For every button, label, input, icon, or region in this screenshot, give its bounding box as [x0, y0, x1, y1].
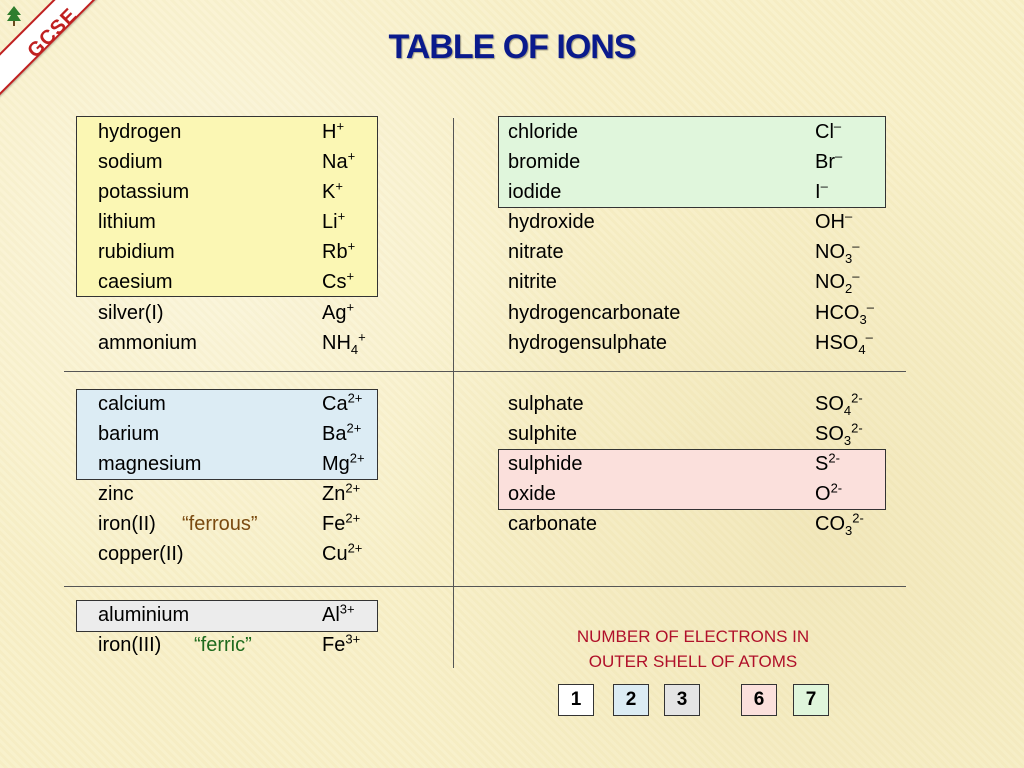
- ion-symbol: K+: [322, 178, 343, 203]
- row-divider-1: [64, 371, 906, 372]
- ion-name: nitrate: [508, 241, 564, 263]
- ion-name: caesium: [98, 271, 173, 293]
- ion-name: sulphite: [508, 423, 577, 445]
- ion-name: hydrogen: [98, 121, 182, 143]
- ion-row-hydroxide: [460, 207, 900, 237]
- ion-name: nitrite: [508, 271, 557, 293]
- ion-symbol: Li+: [322, 208, 346, 233]
- ion-symbol: $NH_4^+$: [322, 329, 366, 357]
- legend-line-1: NUMBER OF ELECTRONS IN: [576, 627, 810, 646]
- ion-name: hydrogensulphate: [508, 332, 668, 354]
- ion-row-zinc: [0, 479, 440, 509]
- ion-symbol: $Fe^{2+}$: [322, 510, 361, 535]
- tree-icon: [6, 6, 22, 26]
- ion-row-sulphite: [460, 419, 900, 449]
- ion-symbol: $Ca^{2+}$: [322, 390, 363, 415]
- ion-name: sulphide: [508, 453, 583, 475]
- ion-row-hydrogensulphate: [460, 328, 900, 358]
- ion-name: sodium: [98, 151, 163, 173]
- ion-row-hydrogencarbonate: [460, 298, 900, 328]
- ion-row-lithium: [0, 207, 440, 237]
- ion-row-magnesium: [0, 449, 440, 479]
- legend-box-group-1: 1: [558, 684, 594, 716]
- ion-row-rubidium: [0, 237, 440, 267]
- ion-row-copper-ii: [0, 539, 440, 569]
- ion-symbol: Cl–: [815, 118, 842, 143]
- ion-symbol: Ag+: [322, 299, 355, 324]
- ion-name: magnesium: [98, 453, 202, 475]
- legend-line-2: OUTER SHELL OF ATOMS: [588, 652, 798, 671]
- ion-name: oxide: [508, 483, 556, 505]
- ion-symbol: I–: [815, 178, 828, 203]
- ion-name: calcium: [98, 393, 166, 415]
- ion-name: hydroxide: [508, 211, 595, 233]
- ion-row-potassium: [0, 177, 440, 207]
- ion-name: hydrogencarbonate: [508, 302, 681, 324]
- ion-symbol: $NO_3^-$: [815, 238, 860, 266]
- legend-box-group-6: 6: [741, 684, 777, 716]
- ion-symbol: $Fe^{3+}$: [322, 631, 361, 656]
- ion-name: barium: [98, 423, 160, 445]
- row-divider-2: [64, 586, 906, 587]
- ion-symbol: $O^{2-}$: [815, 480, 843, 505]
- ion-name: potassium: [98, 181, 190, 203]
- legend-box-group-7: 7: [793, 684, 829, 716]
- ion-row-ammonium: [0, 328, 440, 358]
- ion-symbol: $HCO_3^-$: [815, 299, 874, 327]
- ion-symbol: Br–: [815, 148, 843, 173]
- legend-box-group-3: 3: [664, 684, 700, 716]
- ion-row-aluminium: [0, 600, 440, 630]
- ion-name: copper(II): [98, 543, 184, 565]
- ion-name: sulphate: [508, 393, 584, 415]
- ion-nickname: “ferrous”: [182, 513, 258, 535]
- ion-symbol: $Zn^{2+}$: [322, 480, 361, 505]
- ion-row-calcium: [0, 389, 440, 419]
- ion-symbol: $SO_4^{2-}$: [815, 390, 863, 418]
- legend-box-group-2: 2: [613, 684, 649, 716]
- ion-row-carbonate: [460, 509, 900, 539]
- ion-symbol: OH–: [815, 208, 853, 233]
- ion-name: iron(II): [98, 513, 156, 535]
- ion-row-nitrite: [460, 267, 900, 297]
- ion-row-iron-iii: [0, 630, 440, 660]
- ion-row-iron-ii: [0, 509, 440, 539]
- ion-symbol: $SO_3^{2-}$: [815, 420, 863, 448]
- ion-name: aluminium: [98, 604, 190, 626]
- ion-symbol: $Cu^{2+}$: [322, 540, 363, 565]
- ion-symbol: $Al^{3+}$: [322, 601, 355, 626]
- ion-symbol: $Ba^{2+}$: [322, 420, 362, 445]
- ion-name: zinc: [98, 483, 134, 505]
- ion-name: rubidium: [98, 241, 175, 263]
- ion-name: chloride: [508, 121, 579, 143]
- ion-symbol: Rb+: [322, 238, 356, 263]
- ion-row-hydrogen: [0, 117, 440, 147]
- ion-row-sulphate: [460, 389, 900, 419]
- ion-name: lithium: [98, 211, 156, 233]
- legend-caption: [540, 624, 846, 674]
- ion-symbol: $Mg^{2+}$: [322, 450, 365, 475]
- ion-row-chloride: [460, 117, 900, 147]
- ion-name: iron(III): [98, 634, 162, 656]
- ion-row-silver: [0, 298, 440, 328]
- ion-row-nitrate: [460, 237, 900, 267]
- ion-row-sodium: [0, 147, 440, 177]
- ion-nickname: “ferric”: [194, 634, 252, 656]
- ion-symbol: Na+: [322, 148, 356, 173]
- ion-symbol: $HSO_4^-$: [815, 329, 873, 357]
- banner-text: GCSE: [23, 3, 82, 63]
- ion-row-sulphide: [460, 449, 900, 479]
- ion-name: silver(I): [98, 302, 164, 324]
- ion-row-oxide: [460, 479, 900, 509]
- ion-symbol: $CO_3^{2-}$: [815, 510, 864, 538]
- ion-name: iodide: [508, 181, 562, 203]
- ion-symbol: $S^{2-}$: [815, 450, 840, 475]
- ion-symbol: $NO_2^-$: [815, 268, 860, 296]
- ion-row-barium: [0, 419, 440, 449]
- ion-symbol: H+: [322, 118, 345, 143]
- ion-row-caesium: [0, 267, 440, 297]
- ion-row-iodide: [460, 177, 900, 207]
- page-title: TABLE OF IONS: [388, 28, 636, 66]
- ion-name: ammonium: [98, 332, 197, 354]
- ion-name: carbonate: [508, 513, 597, 535]
- ion-row-bromide: [460, 147, 900, 177]
- ion-symbol: Cs+: [322, 268, 355, 293]
- ion-name: bromide: [508, 151, 581, 173]
